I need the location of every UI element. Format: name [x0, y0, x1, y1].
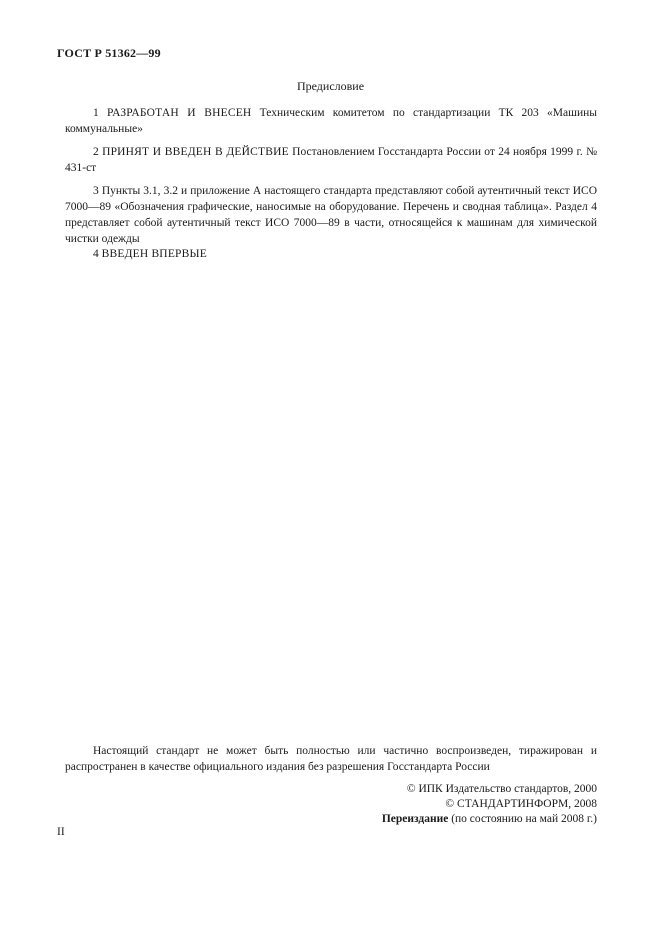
item-caps: ПРИНЯТ И ВВЕДЕН В ДЕЙСТВИЕ: [102, 146, 289, 158]
preface-item-4: [65, 246, 597, 262]
reprint-label: Переиздание: [381, 813, 449, 825]
copyright-line-2: © СТАНДАРТИНФОРМ, 2008: [445, 798, 597, 810]
copyright-block: [197, 782, 597, 827]
preface-item-1: [65, 105, 597, 137]
item-caps: РАЗРАБОТАН И ВНЕСЕН: [107, 107, 252, 119]
preface-title: Предисловие: [296, 79, 365, 93]
reproduction-notice: Настоящий стандарт не может быть полностью или частично воспроизведен, тиражирован и распространен в качестве официального издания без разрешения Госстандарта России: [65, 745, 597, 773]
item-number: 3: [93, 185, 99, 197]
item-caps: ВВЕДЕН ВПЕРВЫЕ: [101, 248, 207, 260]
reprint-line: [197, 812, 597, 827]
item-number: 1: [93, 107, 99, 119]
item-number: 2: [93, 146, 99, 158]
reprint-note: (по состоянию на май 2008 г.): [451, 813, 597, 825]
page-number: II: [57, 826, 65, 838]
item-text: Пункты 3.1, 3.2 и приложение А настоящего стандарта представляют собой аутентичный текст ИСО 7000—89 «Обозначения графические, наносимые на оборудование. Перечень и сводная таблица». Раздел 4 представляет собой аутентичный текст ИСО 7000—89 в части, относящейся к машинам для химической чистки одежды: [65, 185, 597, 245]
item-text: Постановлением Госстандарта России от 24 ноября 1999 г. № 431-ст: [65, 146, 598, 174]
item-number: 4: [93, 248, 99, 260]
preface-item-2: [65, 144, 597, 176]
copyright-line-1: © ИПК Издательство стандартов, 2000: [406, 783, 597, 795]
item-text: Техническим комитетом по стандартизации ТК 203 «Машины коммунальные»: [65, 107, 597, 135]
preface-item-3: [65, 183, 597, 247]
standard-id: ГОСТ Р 51362—99: [57, 46, 161, 60]
